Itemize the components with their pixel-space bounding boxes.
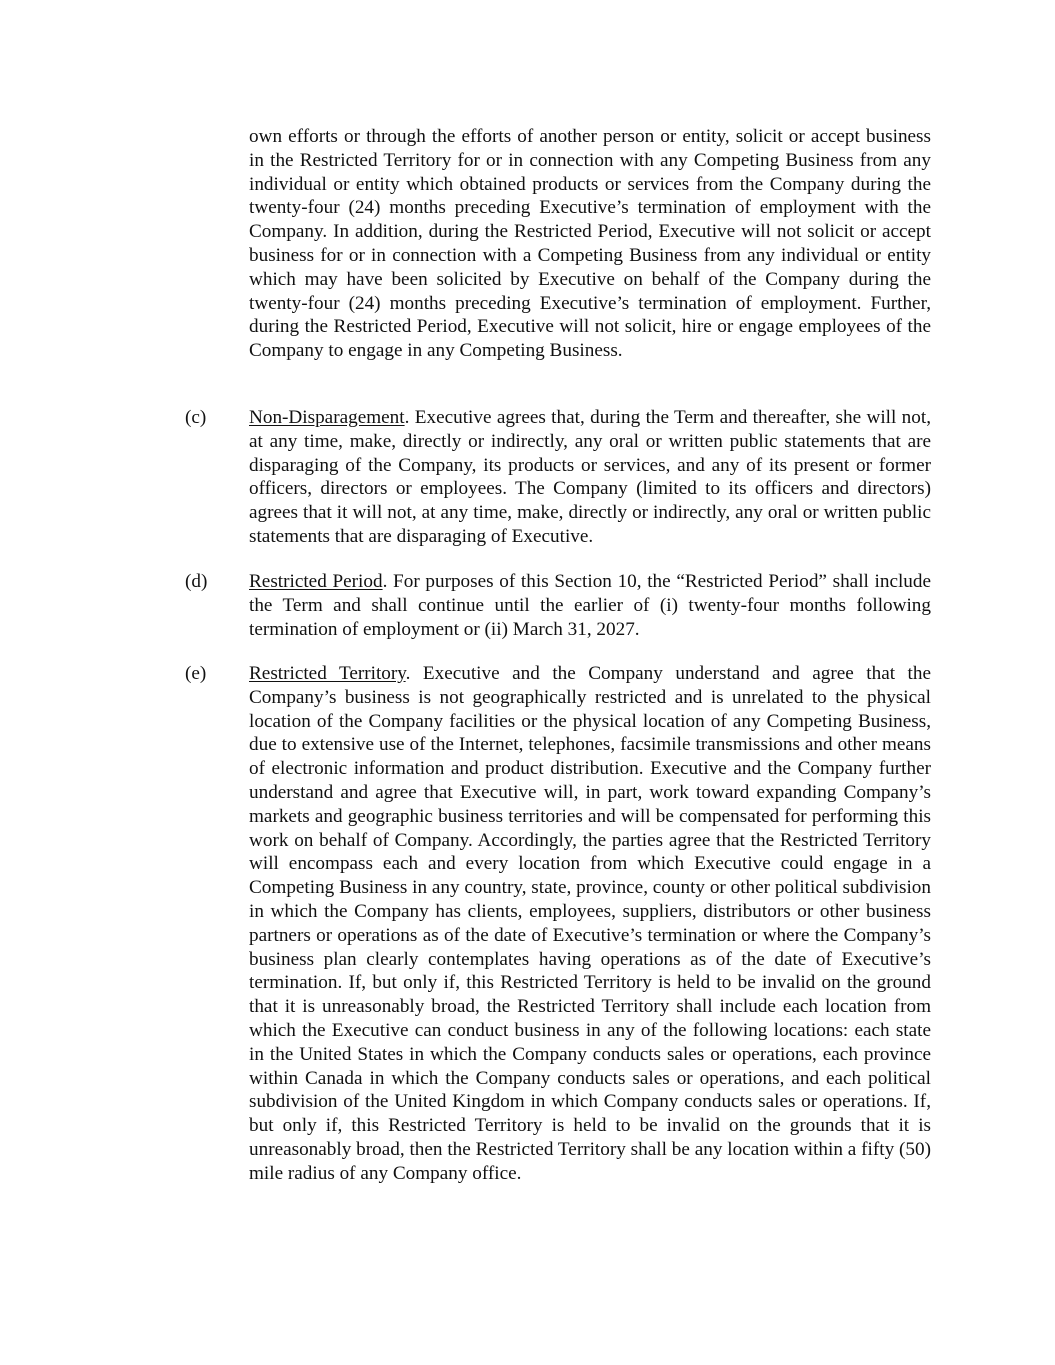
- section-c-paragraph: [249, 406, 931, 549]
- section-c-marker: (c): [185, 407, 207, 428]
- section-e-heading: Restricted Territory: [249, 663, 406, 684]
- section-e-marker: (e): [185, 663, 207, 684]
- section-e-body: . Executive and the Company understand and agree that the Company’s business is not geographically restricted and is unrelated to the physical location of the Company facilities or the physical location of any Competing Business, due to extensive use of the Internet, telephones, facsimile transmissions and other means of electronic information and product distribution. Executive and the Company further understand and agree that Executive will, in part, work toward expanding Company’s markets and geographic business territories and will be compensated for performing this work on behalf of Company. Accordingly, the parties agree that the Restricted Territory will encompass each and every location from which Executive could engage in a Competing Business in any country, state, province, county or other political subdivision in which the Company has clients, employees, suppliers, distributors or other business partners or operations as of the date of Executive’s termination or where the Company’s business plan clearly contemplates having operations as of the date of Executive’s termination. If, but only if, this Restricted Territory is held to be invalid on the ground that it is unreasonably broad, the Restricted Territory shall include each location from which the Executive can conduct business in any of the following locations: each state in the United States in which the Company conducts sales or operations, each province within Canada in which the Company conducts sales or operations, and each political subdivision of the United Kingdom in which Company conducts sales or operations. If, but only if, this Restricted Territory is held to be invalid on the grounds that it is unreasonably broad, then the Restricted Territory shall be any location within a fifty (50) mile radius of any Company office.: [249, 663, 931, 1184]
- section-d-paragraph: [249, 570, 931, 641]
- section-c-body: . Executive agrees that, during the Term and thereafter, she will not, at any time, make, directly or indirectly, any oral or written public statements that are disparaging of the Company, its products or services, and any of its present or former officers, directors or employees. The Company (limited to its officers and directors) agrees that it will not, at any time, make, directly or indirectly, any oral or written public statements that are disparaging of Executive.: [249, 407, 931, 547]
- continuation-paragraph: own efforts or through the efforts of another person or entity, solicit or accept business in the Restricted Territory for or in connection with any Competing Business from any individual or entity which obtained products or services from the Company during the twenty-four (24) months preceding Executive’s termination of employment with the Company. In addition, during the Restricted Period, Executive will not solicit or accept business for or in connection with a Competing Business from any individual or entity which may have been solicited by Executive on behalf of the Company during the twenty-four (24) months preceding Executive’s termination of employment. Further, during the Restricted Period, Executive will not solicit, hire or engage employees of the Company to engage in any Competing Business.: [249, 126, 931, 362]
- section-c-heading: Non-Disparagement: [249, 407, 405, 428]
- section-d-heading: Restricted Period: [249, 571, 383, 592]
- section-d-marker: (d): [185, 571, 208, 592]
- section-d-body: . For purposes of this Section 10, the “Restricted Period” shall include the Term and shall continue until the earlier of (i) twenty-four months following termination of employment or (ii) March 31, 2027.: [249, 571, 932, 640]
- section-e-paragraph: [249, 662, 931, 1186]
